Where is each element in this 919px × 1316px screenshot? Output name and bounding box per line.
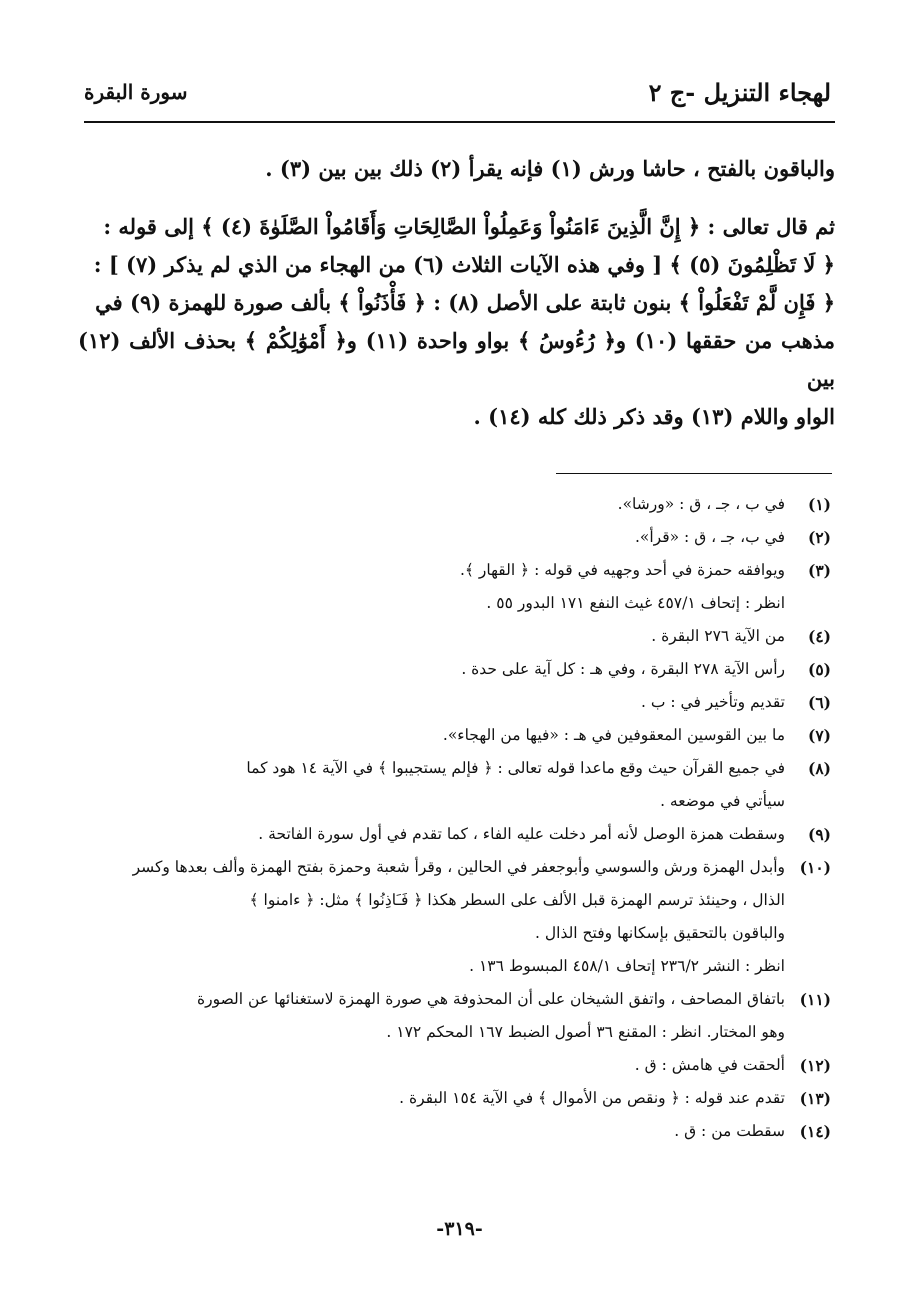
footnote (78, 983, 831, 1016)
footnote-continuation (78, 884, 831, 917)
book-title: لهجاء التنزيل -ج ٢ (648, 78, 831, 107)
paragraph-line: الواو واللام (١٣) وقد ذكر ذلك كله (١٤) . (473, 404, 835, 429)
footnote (78, 686, 831, 719)
header-divider (84, 121, 835, 123)
footnote-text: ويوافقه حمزة في أحد وجهيه في قوله : ﴿ القهار ﴾. (459, 561, 785, 579)
footnote-continuation (78, 587, 831, 620)
footnote-number (785, 587, 831, 620)
footnote-number: (١) (807, 495, 831, 514)
paragraph-line: مذهب من حققها (١٠) و﴿ رُءُوسُ ﴾ بواو واحدة (١١) و﴿ أَمْوَٰلِكُمْ ﴾ بحذف الألف (١٢) بين (78, 328, 835, 391)
footnote (78, 521, 831, 554)
footnote-text: باتفاق المصاحف ، واتفق الشيخان على أن المحذوفة هي صورة الهمزة لاستغنائها عن الصورة (197, 990, 785, 1008)
main-text (78, 150, 835, 436)
footnote-continuation (78, 917, 831, 950)
footnote-number: (٢) (807, 528, 831, 547)
footnote-text: انظر : النشر ٢٣٦/٢ إتحاف ٤٥٨/١ المبسوط ١٣٦ . (469, 957, 785, 975)
footnote-text: في ب، جـ ، ق : «قرأ». (634, 528, 785, 546)
footnote (78, 554, 831, 587)
footnote (78, 488, 831, 521)
footnote (78, 818, 831, 851)
footnote-number: (٣) (807, 561, 831, 580)
footnote-number: (٥) (807, 660, 831, 679)
footnote-number (785, 917, 831, 950)
footnote (78, 653, 831, 686)
footnote-text: تقدم عند قوله : ﴿ ونقص من الأموال ﴾ في الآية ١٥٤ البقرة . (399, 1089, 785, 1107)
footnotes (78, 488, 831, 1148)
footnote (78, 752, 831, 785)
footnote-number (785, 884, 831, 917)
footnote-number: (١٠) (799, 858, 831, 877)
page-header (84, 78, 831, 114)
paragraph: والباقون بالفتح ، حاشا ورش (١) فإنه يقرأ (٢) ذلك بين بين (٣) . (265, 156, 835, 181)
footnote (78, 719, 831, 752)
footnote-text: في جميع القرآن حيث وقع ماعدا قوله تعالى : ﴿ فإلم يستجيبوا ﴾ في الآية ١٤ هود كما (246, 759, 785, 777)
footnote-divider (556, 473, 832, 474)
footnote-number: (٨) (807, 759, 831, 778)
footnote-continuation (78, 1016, 831, 1049)
footnote (78, 620, 831, 653)
paragraph-line: ﴿ فَإِن لَّمْ تَفْعَلُواْ ﴾ بنون ثابتة على الأصل (٨) : ﴿ فَأْذَنُواْ ﴾ بألف صورة للهمزة (٩) في (95, 290, 835, 315)
footnote-number: (١٤) (799, 1122, 831, 1141)
footnote-number (785, 785, 831, 818)
footnote (78, 1049, 831, 1082)
footnote-number: (٦) (807, 693, 831, 712)
footnote-text: وسقطت همزة الوصل لأنه أمر دخلت عليه الفاء ، كما تقدم في أول سورة الفاتحة . (258, 825, 785, 843)
footnote-number: (٤) (807, 627, 831, 646)
footnote-number: (١٢) (799, 1056, 831, 1075)
footnote-text: ما بين القوسين المعقوفين في هـ : «فيها من الهجاء». (442, 726, 785, 744)
surah-name: سورة البقرة (84, 80, 188, 104)
footnote-number (785, 1016, 831, 1049)
footnote-text: سيأتي في موضعه . (660, 792, 785, 810)
paragraph-line: ﴿ لَا تَظْلِمُونَ (٥) ﴾ [ وفي هذه الآيات الثلاث (٦) من الهجاء من الذي لم يذكر (٧) ] : (93, 252, 835, 277)
footnote-text: وأبدل الهمزة ورش والسوسي وأبوجعفر في الحالين ، وقرأ شعبة وحمزة بفتح الهمزة وألف بعدها وكسر (132, 858, 785, 876)
footnote-number: (٧) (807, 726, 831, 745)
footnote-text: ألحقت في هامش : ق . (634, 1056, 785, 1074)
footnote-continuation (78, 950, 831, 983)
footnote-number: (١٣) (799, 1089, 831, 1108)
footnote-continuation (78, 785, 831, 818)
footnote (78, 1082, 831, 1115)
footnote-text: رأس الآية ٢٧٨ البقرة ، وفي هـ : كل آية على حدة . (461, 660, 785, 678)
footnote-number: (١١) (799, 990, 831, 1009)
footnote-text: من الآية ٢٧٦ البقرة . (651, 627, 785, 645)
paragraph-line: ثم قال تعالى : ﴿ إِنَّ الَّذِينَ ءَامَنُواْ وَعَمِلُواْ الصَّالِحَاتِ وَأَقَامُواْ الصَّلَوٰةَ (٤) ﴾ إلى قوله : (103, 214, 835, 239)
footnote-text: تقديم وتأخير في : ب . (641, 693, 785, 711)
footnote (78, 851, 831, 884)
footnote-number: (٩) (807, 825, 831, 844)
footnote-text: انظر : إتحاف ٤٥٧/١ غيث النفع ١٧١ البدور ٥٥ . (486, 594, 785, 612)
footnote-text: والباقون بالتحقيق بإسكانها وفتح الذال . (535, 924, 785, 942)
footnote-text: في ب ، جـ ، ق : «ورشا». (617, 495, 785, 513)
footnote (78, 1115, 831, 1148)
page-number: -٣١٩- (436, 1218, 483, 1240)
footnote-text: الذال ، وحينئذ ترسم الهمزة قبل الألف على السطر هكذا ﴿ فَـَاذِنُوا ﴾ مثل: ﴿ ءامنوا ﴾ (249, 891, 785, 909)
footnote-number (785, 950, 831, 983)
footnote-text: وهو المختار. انظر : المقنع ٣٦ أصول الضبط ١٦٧ المحكم ١٧٢ . (386, 1023, 785, 1041)
footnote-text: سقطت من : ق . (674, 1122, 785, 1140)
